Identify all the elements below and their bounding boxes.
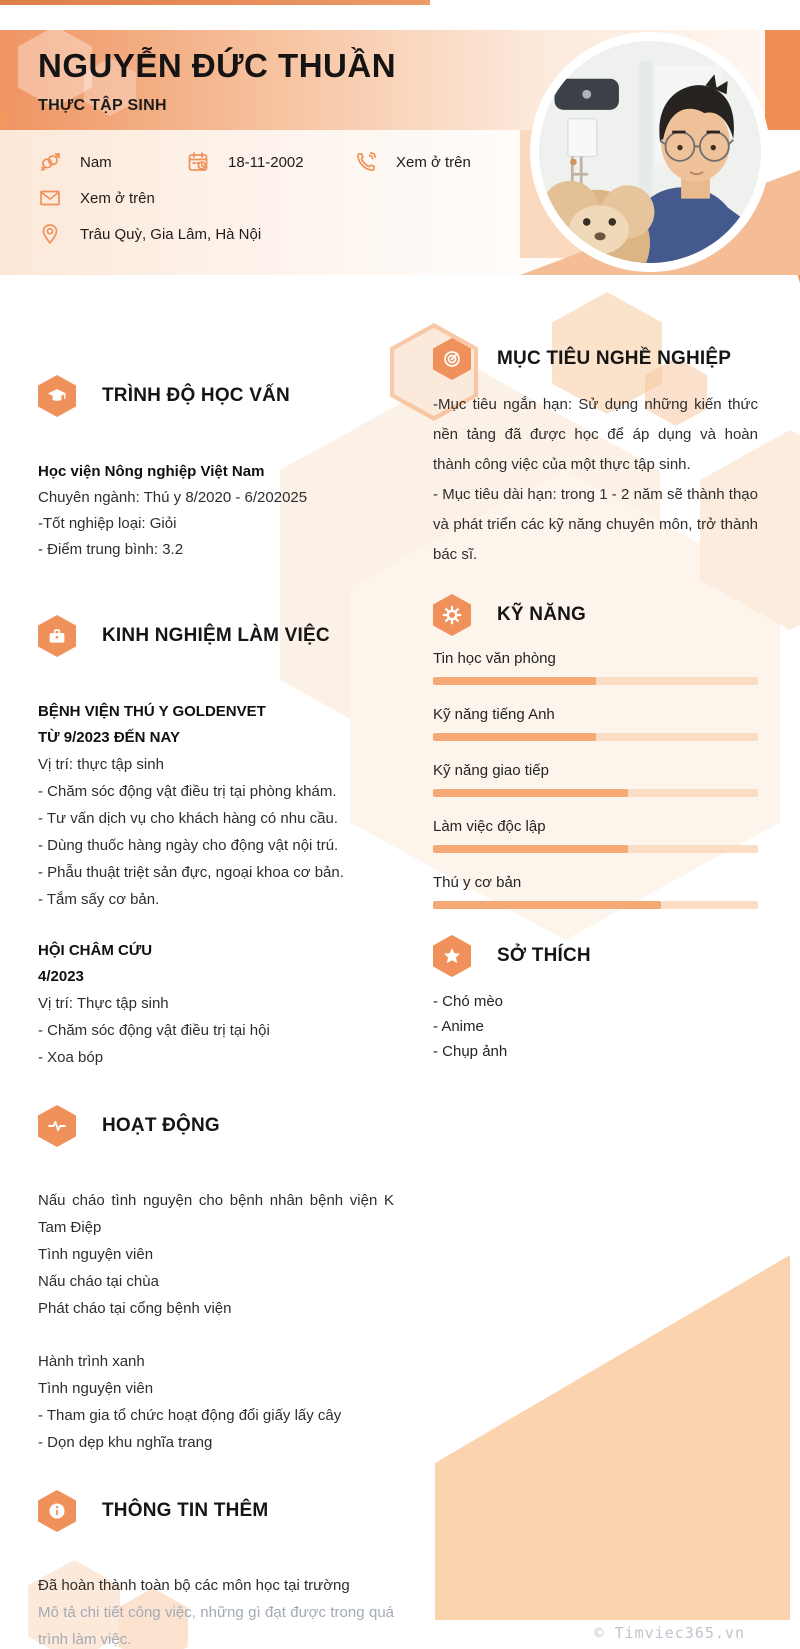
skill-row (433, 874, 758, 909)
experience-line: Vị trí: thực tập sinh (38, 756, 164, 773)
section-title: MỤC TIÊU NGHỀ NGHIỆP (497, 348, 732, 369)
email-value: Xem ở trên (80, 189, 155, 207)
work-period: TỪ 9/2023 ĐẾN NAY (38, 729, 180, 746)
target-icon (433, 338, 471, 380)
section-title: HOẠT ĐỘNG (102, 1115, 220, 1136)
objective-line: - Mục tiêu dài hạn: trong 1 - 2 năm sẽ thành thạo và phát triển các kỹ năng chuyên môn, trở thành bác sĩ. (433, 486, 758, 563)
skill-bar-track (433, 901, 758, 909)
skill-row (433, 650, 758, 685)
contact-dob (186, 150, 354, 174)
activity-line: Tình nguyện viên (38, 1380, 154, 1397)
skill-bar-track (433, 845, 758, 853)
phone-value: Xem ở trên (396, 153, 471, 171)
activity-line: Hành trình xanh (38, 1353, 145, 1370)
contact-row (38, 222, 558, 246)
header-dot-decor (0, 112, 10, 128)
activity-entry (38, 1348, 394, 1456)
more-info-block (38, 1572, 394, 1649)
more-info-line: Đã hoàn thành toàn bộ các môn học tại trường (38, 1577, 350, 1594)
section-title: TRÌNH ĐỘ HỌC VẤN (102, 385, 290, 406)
activity-line: Nấu cháo tình nguyện cho bệnh nhân bệnh viện K Tam Điệp (38, 1192, 394, 1236)
gender-icon (38, 150, 62, 174)
gender-value: Nam (80, 153, 112, 171)
skill-bar-track (433, 789, 758, 797)
experience-line: - Chăm sóc động vật điều trị tại hội (38, 1022, 270, 1039)
graduation-cap-icon (38, 375, 76, 417)
experience-line: - Dùng thuốc hàng ngày cho động vật nội trú. (38, 837, 339, 854)
section-title: KINH NGHIỆM LÀM VIỆC (102, 625, 330, 646)
candidate-name: NGUYỄN ĐỨC THUẦN (38, 47, 397, 84)
skill-label: Kỹ năng tiếng Anh (433, 706, 555, 723)
bottom-right-decor-polygon (435, 1255, 790, 1620)
section-interests-heading (433, 935, 758, 977)
school-name: Học viện Nông nghiệp Việt Nam (38, 463, 265, 480)
education-line: -Tốt nghiệp loại: Giỏi (38, 515, 177, 532)
contact-address (38, 222, 261, 246)
star-icon (433, 935, 471, 977)
company-name: HỘI CHÂM CỨU (38, 942, 153, 959)
section-education-heading (38, 375, 394, 417)
skill-row (433, 818, 758, 853)
section-skills-heading (433, 594, 758, 636)
experience-line: - Tắm sấy cơ bản. (38, 891, 160, 908)
section-more-info-heading (38, 1490, 394, 1532)
skill-row (433, 706, 758, 741)
candidate-job-title: THỰC TẬP SINH (38, 97, 167, 114)
experience-entry (38, 699, 394, 913)
contact-info (38, 150, 558, 258)
skill-label: Thú y cơ bản (433, 874, 522, 891)
address-value: Trâu Quỳ, Gia Lâm, Hà Nội (80, 225, 262, 243)
skills-list (433, 650, 758, 909)
company-name: BỆNH VIỆN THÚ Y GOLDENVET (38, 703, 266, 720)
location-pin-icon (38, 222, 62, 246)
gear-icon (433, 594, 471, 636)
objective-line: -Mục tiêu ngắn hạn: Sử dụng những kiến thức nền tảng đã được học để áp dụng và hoàn thành công việc của một thực tập sinh. (433, 396, 758, 473)
section-title: THÔNG TIN THÊM (102, 1500, 269, 1521)
activity-line: - Tham gia tổ chức hoạt động đổi giấy lấy cây (38, 1407, 342, 1424)
phone-icon (354, 150, 378, 174)
interests-list (433, 989, 758, 1064)
activity-line: Nấu cháo tại chùa (38, 1273, 159, 1290)
contact-gender (38, 150, 186, 174)
section-activities-heading (38, 1105, 394, 1147)
contact-email (38, 186, 155, 210)
site-watermark: © Timviec365.vn (594, 1624, 745, 1642)
experience-entry (38, 938, 394, 1071)
activity-entry (38, 1187, 394, 1322)
section-title: KỸ NĂNG (497, 604, 587, 625)
activity-line: Phát cháo tại cổng bệnh viện (38, 1300, 232, 1317)
skill-bar-fill (433, 789, 628, 797)
activity-line: - Dọn dẹp khu nghĩa trang (38, 1434, 213, 1451)
interest-item: - Anime (433, 1018, 484, 1035)
experience-line: Vị trí: Thực tập sinh (38, 995, 169, 1012)
skill-bar-fill (433, 677, 596, 685)
contact-row (38, 150, 558, 174)
skill-row (433, 762, 758, 797)
skill-bar-track (433, 677, 758, 685)
profile-photo-frame (530, 32, 770, 272)
profile-photo (539, 41, 761, 263)
mail-icon (38, 186, 62, 210)
education-entry (38, 459, 394, 563)
info-icon (38, 1490, 76, 1532)
skill-bar-fill (433, 901, 661, 909)
experience-line: - Phẫu thuật triệt sản đực, ngoại khoa cơ bản. (38, 864, 344, 881)
dob-value: 18-11-2002 (228, 153, 304, 171)
skill-bar-fill (433, 845, 628, 853)
objective-text (433, 390, 758, 570)
right-column (433, 338, 758, 1064)
skill-bar-track (433, 733, 758, 741)
calendar-icon (186, 150, 210, 174)
interest-item: - Chó mèo (433, 993, 504, 1010)
contact-row (38, 186, 558, 210)
activity-pulse-icon (38, 1105, 76, 1147)
education-line: Chuyên ngành: Thú y 8/2020 - 6/202025 (38, 489, 308, 506)
interest-item: - Chụp ảnh (433, 1043, 508, 1060)
skill-label: Làm việc độc lập (433, 818, 546, 835)
activity-line: Tình nguyện viên (38, 1246, 154, 1263)
more-info-placeholder: Mô tả chi tiết công việc, những gì đạt được trong quá trình làm việc. (38, 1604, 394, 1648)
left-column (38, 375, 394, 1649)
work-period: 4/2023 (38, 968, 84, 985)
experience-line: - Xoa bóp (38, 1049, 104, 1066)
section-objective-heading (433, 338, 758, 380)
briefcase-icon (38, 615, 76, 657)
experience-line: - Chăm sóc động vật điều trị tại phòng khám. (38, 783, 337, 800)
skill-label: Tin học văn phòng (433, 650, 556, 667)
skill-bar-fill (433, 733, 596, 741)
experience-line: - Tư vấn dịch vụ cho khách hàng có nhu cầu. (38, 810, 338, 827)
top-accent-bar (0, 0, 430, 5)
skill-label: Kỹ năng giao tiếp (433, 762, 549, 779)
education-line: - Điểm trung bình: 3.2 (38, 541, 184, 558)
contact-phone (354, 150, 471, 174)
section-title: SỞ THÍCH (497, 945, 591, 966)
section-experience-heading (38, 615, 394, 657)
